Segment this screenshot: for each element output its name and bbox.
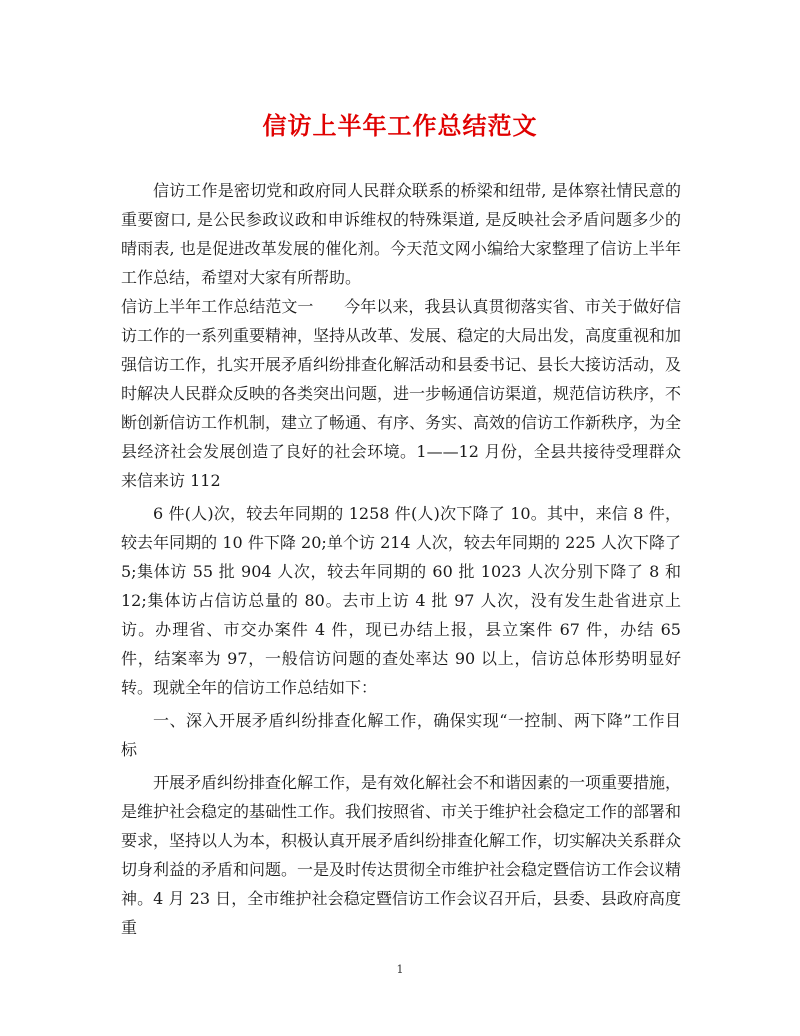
section-body: 今年以来，我县认真贯彻落实省、市关于做好信访工作的一系列重要精神，坚持从改革、发展、稳定的大局出发，高度重视和加强信访工作，扎实开展矛盾纠纷排查化解活动和县委书记、县长大接访活动，及时解决人民群众反映的各类突出问题，进一步畅通信访渠道，规范信访秩序，不断创新信访工作机制，建立了畅通、有序、务实、高效的信访工作新秩序，为全县经济社会发展创造了良好的社会环境。1——12 月份，全县共接待受理群众来信来访 112 [121, 297, 682, 490]
document-title: 信访上半年工作总结范文 [262, 112, 538, 140]
document-body [121, 176, 681, 942]
work-paragraph: 开展矛盾纠纷排查化解工作，是有效化解社会不和谐因素的一项重要措施，是维护社会稳定的基础性工作。我们按照省、市关于维护社会稳定工作的部署和要求，坚持以人为本，积极认真开展矛盾纠纷排查化解工作，切实解决关系群众切身利益的矛盾和问题。一是及时传达贯彻全市维护社会稳定暨信访工作会议精神。4 月 23 日，全市维护社会稳定暨信访工作会议召开后，县委、县政府高度重 [121, 773, 682, 937]
section-paragraph [121, 292, 681, 495]
page-number: 1 [396, 963, 404, 976]
stats-paragraph: 6 件(人)次，较去年同期的 1258 件(人)次下降了 10。其中，来信 8 件，较去年同期的 10 件下降 20;单个访 214 人次，较去年同期的 225 人次下降了 5;集体访 55 批 904 人次，较去年同期的 60 批 1023 人次分别下降了 8 和 12;集体访占信访总量的 80。去市上访 4 批 97 人次，没有发生赴省进京上访。办理省、市交办案件 4 件，现已办结上报，县立案件 67 件，办结 65 件，结案率为 97，一般信访问题的查处率达 90 以上，信访总体形势明显好转。现就全年的信访工作总结如下： [121, 504, 681, 697]
section-label: 信访上半年工作总结范文一 [121, 297, 314, 316]
heading-one: 一、深入开展矛盾纠纷排查化解工作，确保实现“一控制、两下降”工作目标 [121, 711, 681, 759]
section-spacer [313, 297, 344, 316]
intro-paragraph: 信访工作是密切党和政府同人民群众联系的桥梁和纽带, 是体察社情民意的重要窗口, 是公民参政议政和申诉维权的特殊渠道, 是反映社会矛盾问题多少的晴雨表, 也是促进改革发展的催化剂。今天范文网小编给大家整理了信访上半年工作总结，希望对大家有所帮助。 [121, 181, 681, 287]
